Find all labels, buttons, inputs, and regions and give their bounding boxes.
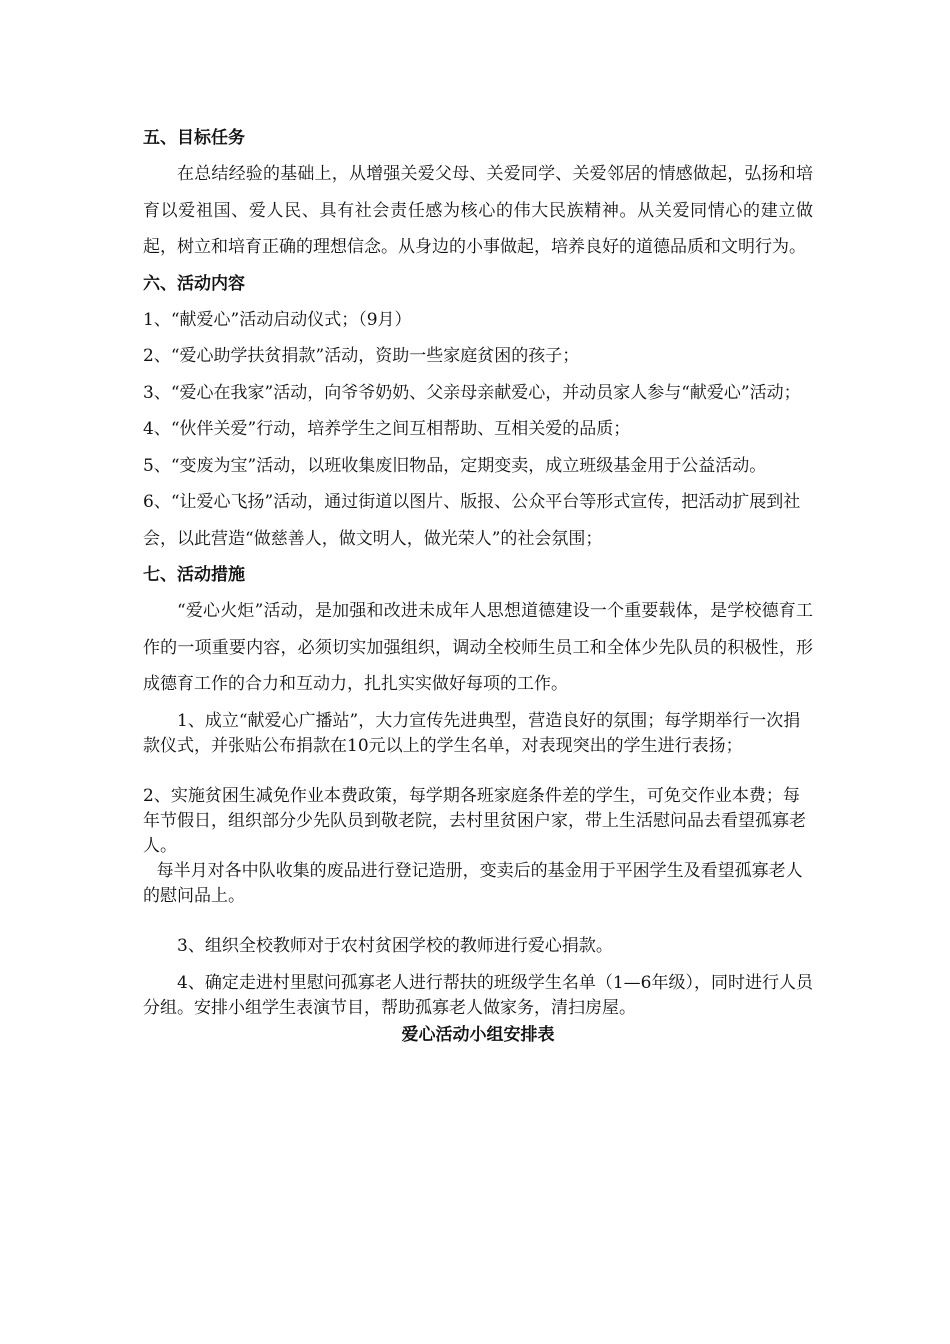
spacer: [143, 759, 813, 784]
spacer: [143, 959, 813, 971]
section-five-heading: 五、目标任务: [143, 128, 245, 148]
measure-2: 2、实施贫困生减免作业本费政策，每学期各班家庭条件差的学生，可免交作业本费；每年节假日，组织部分少先队员到敬老院，去村里贫困户家，带上生活慰问品去看望孤寡老人。: [143, 785, 806, 856]
section-five-paragraph: 在总结经验的基础上，从增强关爱父母、关爱同学、关爱邻居的情感做起，弘扬和培育以爱祖国、爱人民、具有社会责任感为核心的伟大民族精神。从关爱同情心的建立做起，树立和培育正确的理想信念。从身边的小事做起，培养良好的道德品质和文明行为。: [143, 164, 813, 257]
section-seven-paragraph: “爱心火炬”活动，是加强和改进未成年人思想道德建设一个重要载体，是学校德育工作的一项重要内容，必须切实加强组织，调动全校师生员工和全体少先队员的积极性，形成德育工作的合力和互动力，扎扎实实做好每项的工作。: [143, 601, 813, 694]
measure-3: 3、组织全校教师对于农村贫困学校的教师进行爱心捐款。: [177, 935, 613, 956]
document-page: [143, 120, 813, 1049]
activity-item-6: 6、“让爱心飞扬”活动，通过街道以图片、版报、公众平台等形式宣传，把活动扩展到社会，以此营造“做慈善人，做文明人，做光荣人”的社会氛围；: [143, 492, 801, 549]
measure-4: 4、确定走进村里慰问孤寡老人进行帮扶的班级学生名单（1—6年级），同时进行人员分组。安排小组学生表演节目，帮助孤寡老人做家务，清扫房屋。: [143, 972, 813, 1018]
section-seven-heading: 七、活动措施: [143, 565, 245, 585]
activity-item-2: 2、“爱心助学扶贫捐款”活动，资助一些家庭贫困的孩子；: [143, 346, 580, 366]
spacer: [143, 909, 813, 934]
activity-item-3: 3、“爱心在我家”活动，向爷爷奶奶、父亲母亲献爱心，并动员家人参与“献爱心”活动；: [143, 382, 801, 403]
measure-1: 1、成立“献爱心广播站”，大力宣传先进典型，营造良好的氛围；每学期举行一次捐款仪式，并张贴公布捐款在10元以上的学生名单，对表现突出的学生进行表扬；: [143, 710, 801, 756]
activity-item-1: 1、“献爱心”活动启动仪式；（9月）: [143, 309, 412, 330]
section-six-heading: 六、活动内容: [143, 273, 245, 294]
measure-2-supplement: 每半月对各中队收集的废品进行登记造册，变卖后的基金用于平困学生及看望孤寡老人的慰问品上。: [143, 860, 803, 906]
activity-item-4: 4、“伙伴关爱”行动，培养学生之间互相帮助、互相关爱的品质；: [143, 419, 631, 439]
activity-item-5: 5、“变废为宝”活动，以班收集废旧物品，定期变卖，成立班级基金用于公益活动。: [143, 455, 767, 476]
table-title: 爱心活动小组安排表: [401, 1024, 555, 1045]
